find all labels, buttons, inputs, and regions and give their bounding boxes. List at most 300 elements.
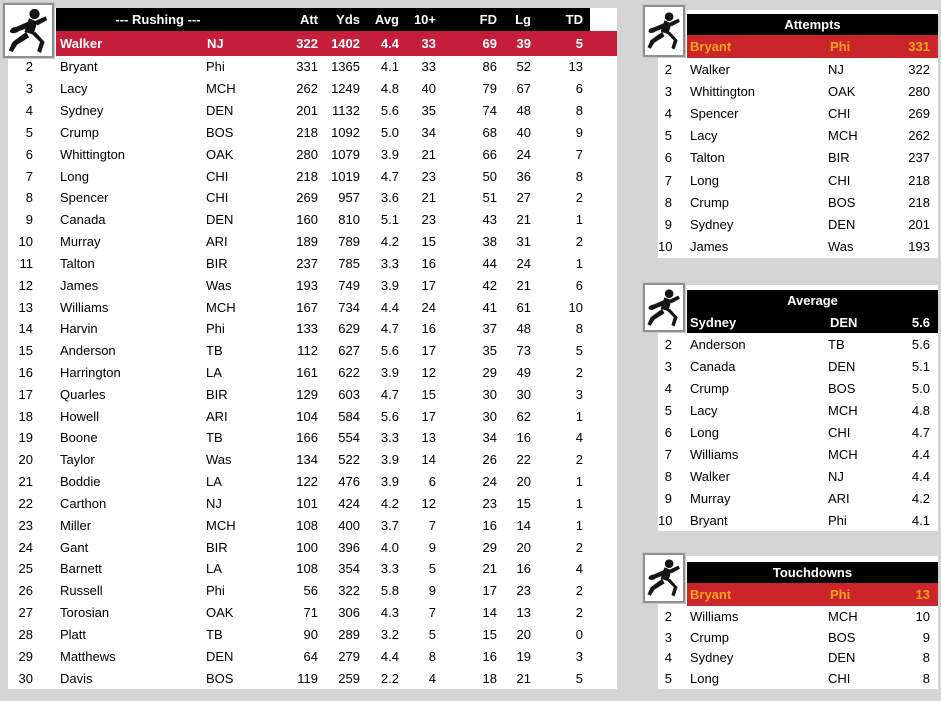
table-row[interactable] xyxy=(658,399,938,421)
rank-cell: 7 xyxy=(25,168,33,184)
rank-cell: 14 xyxy=(18,321,33,337)
player-team: BOS xyxy=(828,380,856,396)
player-team: DEN xyxy=(206,103,234,119)
table-row[interactable] xyxy=(8,493,617,515)
table-row[interactable] xyxy=(8,340,617,362)
stat-lg: 40 xyxy=(516,124,531,140)
stat-lg: 27 xyxy=(516,190,531,206)
stat-fd: 50 xyxy=(482,168,497,184)
player-name: Davis xyxy=(60,670,93,686)
stat-avg: 3.7 xyxy=(380,517,399,533)
player-name: Whittington xyxy=(60,146,126,162)
runner-icon xyxy=(646,9,683,53)
runner-icon-button[interactable] xyxy=(643,283,685,332)
stat-fd: 68 xyxy=(482,124,497,140)
table-row[interactable] xyxy=(8,56,617,78)
stat-10plus: 34 xyxy=(421,124,436,140)
stat-value: 237 xyxy=(908,150,930,166)
column-header-avg[interactable]: Avg xyxy=(374,12,399,27)
stat-yds: 424 xyxy=(338,495,360,511)
table-row[interactable] xyxy=(658,668,938,689)
stat-att: 160 xyxy=(296,212,318,228)
stat-value: 5.1 xyxy=(911,358,930,374)
stat-10plus: 33 xyxy=(421,59,436,75)
stat-10plus: 7 xyxy=(428,605,436,621)
player-name: Anderson xyxy=(690,336,746,352)
stat-10plus: 33 xyxy=(421,36,436,51)
player-team: BIR xyxy=(206,255,228,271)
player-team: NJ xyxy=(206,495,222,511)
player-team: BOS xyxy=(828,629,856,645)
table-row[interactable] xyxy=(658,377,938,399)
stat-10plus: 7 xyxy=(428,517,436,533)
stat-avg: 4.3 xyxy=(380,605,399,621)
table-row[interactable] xyxy=(658,421,938,443)
table-row[interactable] xyxy=(8,471,617,493)
stat-avg: 4.8 xyxy=(380,81,399,97)
player-name: Russell xyxy=(60,583,103,599)
leader-row[interactable] xyxy=(687,311,938,333)
stat-fd: 30 xyxy=(482,386,497,402)
stat-lg: 62 xyxy=(516,408,531,424)
stat-yds: 1402 xyxy=(331,36,360,51)
rank-cell: 24 xyxy=(18,539,33,555)
table-row[interactable] xyxy=(8,514,617,536)
stat-td: 2 xyxy=(575,539,583,555)
side-table-rows xyxy=(658,58,938,258)
table-row[interactable] xyxy=(658,191,938,213)
rank-cell: 20 xyxy=(18,452,33,468)
column-header-att[interactable]: Att xyxy=(299,12,318,27)
stat-fd: 86 xyxy=(482,59,497,75)
stat-avg: 3.9 xyxy=(380,146,399,162)
runner-icon-button[interactable] xyxy=(643,5,685,57)
table-row[interactable] xyxy=(658,443,938,465)
table-row[interactable] xyxy=(658,627,938,648)
stat-td: 5 xyxy=(575,670,583,686)
stat-avg: 4.2 xyxy=(380,495,399,511)
stat-td: 8 xyxy=(575,321,583,337)
runner-icon-button[interactable] xyxy=(643,553,685,603)
stat-lg: 48 xyxy=(516,103,531,119)
player-name: Anderson xyxy=(60,343,116,359)
stat-lg: 21 xyxy=(516,212,531,228)
table-row[interactable] xyxy=(8,165,617,187)
rank-cell: 10 xyxy=(658,239,673,255)
rank-cell: 29 xyxy=(18,648,33,664)
stat-lg: 61 xyxy=(516,299,531,315)
rank-cell: 4 xyxy=(664,105,672,121)
stat-yds: 1365 xyxy=(331,59,360,75)
player-team: Phi xyxy=(830,587,851,602)
table-row[interactable] xyxy=(658,333,938,355)
stat-fd: 18 xyxy=(482,670,497,686)
player-name: Crump xyxy=(690,194,730,210)
rank-cell: 4 xyxy=(664,380,672,396)
stat-10plus: 17 xyxy=(421,343,436,359)
player-name: Lacy xyxy=(60,81,88,97)
leader-row[interactable] xyxy=(687,35,938,58)
stat-10plus: 13 xyxy=(421,430,436,446)
stat-td: 8 xyxy=(575,103,583,119)
stat-fd: 43 xyxy=(482,212,497,228)
stat-10plus: 16 xyxy=(421,255,436,271)
stat-yds: 554 xyxy=(338,430,360,446)
stat-att: 64 xyxy=(303,648,318,664)
stat-td: 1 xyxy=(575,474,583,490)
stat-avg: 4.2 xyxy=(380,234,399,250)
table-row[interactable] xyxy=(658,648,938,669)
player-team: DEN xyxy=(828,650,856,666)
player-team: ARI xyxy=(206,408,228,424)
player-team: MCH xyxy=(828,128,858,144)
stat-avg: 3.9 xyxy=(380,474,399,490)
stat-avg: 5.8 xyxy=(380,583,399,599)
column-header-10plus[interactable]: 10+ xyxy=(413,12,436,27)
stat-value: 10 xyxy=(915,608,930,624)
stat-yds: 785 xyxy=(338,255,360,271)
rank-cell: 3 xyxy=(664,629,672,645)
player-name: Lacy xyxy=(690,128,718,144)
stat-td: 5 xyxy=(575,36,583,51)
rank-cell: 9 xyxy=(25,212,33,228)
player-team: Phi xyxy=(206,583,225,599)
rank-cell: 7 xyxy=(664,446,672,462)
rank-cell: 30 xyxy=(18,670,33,686)
stat-att: 280 xyxy=(296,146,318,162)
stat-value: 13 xyxy=(915,587,930,602)
player-name: Murray xyxy=(690,490,731,506)
table-row[interactable] xyxy=(8,209,617,231)
player-name: Howell xyxy=(60,408,100,424)
rank-cell: 4 xyxy=(664,650,672,666)
table-row[interactable] xyxy=(8,252,617,274)
stat-10plus: 23 xyxy=(421,212,436,228)
table-row[interactable] xyxy=(8,318,617,340)
stat-yds: 279 xyxy=(338,648,360,664)
stat-att: 56 xyxy=(303,583,318,599)
table-row[interactable] xyxy=(8,231,617,253)
rank-cell: 7 xyxy=(664,172,672,188)
stat-value: 262 xyxy=(908,128,930,144)
player-team: CHI xyxy=(206,168,229,184)
stat-value: 331 xyxy=(908,39,930,54)
stat-avg: 4.7 xyxy=(380,386,399,402)
player-team: OAK xyxy=(206,605,234,621)
stat-fd: 30 xyxy=(482,408,497,424)
table-row[interactable] xyxy=(8,427,617,449)
stat-10plus: 6 xyxy=(428,474,436,490)
rank-cell: 6 xyxy=(664,424,672,440)
stat-yds: 1092 xyxy=(331,124,360,140)
player-team: MCH xyxy=(828,402,858,418)
leader-row[interactable] xyxy=(687,583,938,606)
side-table-title: Touchdowns xyxy=(772,565,853,580)
stat-lg: 52 xyxy=(516,59,531,75)
table-row[interactable] xyxy=(8,100,617,122)
stat-fd: 16 xyxy=(482,517,497,533)
player-name: Williams xyxy=(60,299,109,315)
side-table-average xyxy=(658,285,938,531)
stat-avg: 5.1 xyxy=(380,212,399,228)
stat-yds: 789 xyxy=(338,234,360,250)
table-row[interactable] xyxy=(8,78,617,100)
stat-td: 2 xyxy=(575,234,583,250)
stat-fd: 26 xyxy=(482,452,497,468)
stat-att: 122 xyxy=(296,474,318,490)
column-header-fd[interactable]: FD xyxy=(479,12,497,27)
table-row[interactable] xyxy=(8,274,617,296)
stat-10plus: 5 xyxy=(428,561,436,577)
stat-avg: 3.3 xyxy=(380,255,399,271)
table-row[interactable] xyxy=(658,487,938,509)
stat-fd: 69 xyxy=(482,36,497,51)
stat-avg: 3.9 xyxy=(380,277,399,293)
stat-yds: 522 xyxy=(338,452,360,468)
rank-cell: 3 xyxy=(25,81,33,97)
stat-value: 5.6 xyxy=(911,314,930,330)
stat-yds: 1132 xyxy=(332,103,360,119)
stat-td: 8 xyxy=(575,168,583,184)
rank-cell: 26 xyxy=(18,583,33,599)
player-name: Long xyxy=(690,424,719,440)
player-name: Whittington xyxy=(690,83,756,99)
table-row[interactable] xyxy=(658,58,938,80)
stat-yds: 354 xyxy=(338,561,360,577)
rank-cell: 3 xyxy=(664,358,672,374)
player-team: TB xyxy=(828,336,845,352)
stat-yds: 810 xyxy=(338,212,360,228)
stat-avg: 5.0 xyxy=(380,124,399,140)
stat-td: 0 xyxy=(575,626,583,642)
stat-lg: 73 xyxy=(516,343,531,359)
player-team: TB xyxy=(206,430,223,446)
stat-value: 4.4 xyxy=(911,468,930,484)
stat-avg: 5.6 xyxy=(380,103,399,119)
stat-avg: 3.3 xyxy=(380,561,399,577)
stat-att: 134 xyxy=(296,452,318,468)
rank-cell: 11 xyxy=(19,255,33,271)
stat-value: 193 xyxy=(908,239,930,255)
table-row[interactable] xyxy=(658,509,938,531)
stat-td: 7 xyxy=(575,146,583,162)
stat-fd: 66 xyxy=(482,146,497,162)
player-team: MCH xyxy=(828,608,858,624)
table-row[interactable] xyxy=(8,383,617,405)
stat-td: 1 xyxy=(575,495,583,511)
player-team: MCH xyxy=(828,446,858,462)
stat-avg: 3.9 xyxy=(380,452,399,468)
player-name: Crump xyxy=(690,380,730,396)
stat-value: 4.4 xyxy=(911,446,930,462)
stat-value: 201 xyxy=(908,216,930,232)
side-table-attempts xyxy=(658,10,938,258)
table-row[interactable] xyxy=(658,102,938,124)
stat-lg: 36 xyxy=(516,168,531,184)
table-row[interactable] xyxy=(8,449,617,471)
stat-10plus: 40 xyxy=(421,81,436,97)
player-team: CHI xyxy=(828,424,851,440)
player-name: Canada xyxy=(60,212,106,228)
stat-lg: 20 xyxy=(516,626,531,642)
stat-value: 5.0 xyxy=(911,380,930,396)
player-name: Sydney xyxy=(690,314,737,330)
player-team: ARI xyxy=(828,490,850,506)
stat-value: 4.8 xyxy=(911,402,930,418)
stat-td: 3 xyxy=(575,386,583,402)
stat-10plus: 9 xyxy=(428,583,436,599)
player-team: MCH xyxy=(206,517,236,533)
stat-fd: 74 xyxy=(482,103,497,119)
stat-td: 6 xyxy=(575,277,583,293)
stat-lg: 22 xyxy=(516,452,531,468)
player-team: NJ xyxy=(828,468,844,484)
stat-att: 71 xyxy=(303,605,318,621)
stat-avg: 4.7 xyxy=(380,168,399,184)
table-row[interactable] xyxy=(658,213,938,235)
table-row[interactable] xyxy=(658,125,938,147)
stat-yds: 603 xyxy=(338,386,360,402)
rank-cell: 2 xyxy=(664,608,672,624)
stat-att: 129 xyxy=(296,386,318,402)
stat-td: 10 xyxy=(568,299,583,315)
stat-yds: 289 xyxy=(338,626,360,642)
stat-lg: 24 xyxy=(516,255,531,271)
stat-att: 189 xyxy=(296,234,318,250)
stat-avg: 3.3 xyxy=(380,430,399,446)
table-row[interactable] xyxy=(658,606,938,627)
column-header-td[interactable]: TD xyxy=(565,12,583,27)
stat-att: 218 xyxy=(296,168,318,184)
leader-row[interactable] xyxy=(56,31,617,56)
stat-att: 90 xyxy=(303,626,318,642)
stat-10plus: 24 xyxy=(421,299,436,315)
player-team: DEN xyxy=(206,212,234,228)
rushing-rows xyxy=(8,56,617,689)
player-team: CHI xyxy=(206,190,229,206)
column-header-yds[interactable]: Yds xyxy=(336,12,360,27)
player-name: Quarles xyxy=(60,386,106,402)
stat-lg: 24 xyxy=(516,146,531,162)
table-row[interactable] xyxy=(8,121,617,143)
rank-cell: 25 xyxy=(18,561,33,577)
stat-avg: 3.9 xyxy=(380,365,399,380)
table-row[interactable] xyxy=(658,236,938,258)
player-team: BOS xyxy=(828,194,856,210)
player-name: Bryant xyxy=(690,587,732,602)
player-name: James xyxy=(60,277,99,293)
stat-avg: 3.2 xyxy=(380,626,399,642)
stat-avg: 4.7 xyxy=(380,321,399,337)
rank-cell: 21 xyxy=(18,474,33,490)
player-name: Walker xyxy=(690,61,730,77)
stat-value: 218 xyxy=(908,172,930,188)
stat-yds: 1249 xyxy=(331,81,360,97)
stat-att: 269 xyxy=(296,190,318,206)
player-team: BOS xyxy=(206,124,234,140)
stat-fd: 15 xyxy=(482,626,497,642)
side-table-header xyxy=(687,14,938,35)
player-name: Talton xyxy=(690,150,725,166)
stat-lg: 14 xyxy=(516,517,531,533)
stat-lg: 16 xyxy=(516,561,531,577)
column-header-lg[interactable]: Lg xyxy=(515,12,531,27)
player-team: DEN xyxy=(206,648,234,664)
stat-att: 331 xyxy=(296,59,318,75)
stat-td: 6 xyxy=(575,81,583,97)
table-row[interactable] xyxy=(8,143,617,165)
stat-att: 262 xyxy=(296,81,318,97)
table-row[interactable] xyxy=(8,362,617,384)
player-team: Was xyxy=(828,239,854,255)
table-row[interactable] xyxy=(658,80,938,102)
table-row[interactable] xyxy=(8,296,617,318)
stat-att: 201 xyxy=(296,103,318,119)
stat-att: 166 xyxy=(296,430,318,446)
player-team: Was xyxy=(206,452,232,468)
stat-att: 119 xyxy=(297,670,318,686)
stat-value: 4.2 xyxy=(911,490,930,506)
runner-icon xyxy=(646,557,683,599)
stat-10plus: 16 xyxy=(421,321,436,337)
table-row[interactable] xyxy=(658,465,938,487)
table-row[interactable] xyxy=(8,187,617,209)
rank-cell: 9 xyxy=(664,490,672,506)
table-row[interactable] xyxy=(8,580,617,602)
stat-td: 13 xyxy=(568,59,583,75)
side-table-rows xyxy=(658,333,938,531)
player-name: Spencer xyxy=(60,190,109,206)
table-row[interactable] xyxy=(658,147,938,169)
player-team: Phi xyxy=(828,512,847,528)
table-row[interactable] xyxy=(8,405,617,427)
stat-yds: 622 xyxy=(338,365,360,380)
table-row[interactable] xyxy=(8,602,617,624)
rank-cell: 4 xyxy=(25,103,33,119)
stat-avg: 4.1 xyxy=(380,59,399,75)
runner-icon-button[interactable] xyxy=(3,3,54,58)
table-row[interactable] xyxy=(8,624,617,646)
table-row[interactable] xyxy=(8,667,617,689)
table-row[interactable] xyxy=(8,558,617,580)
stat-lg: 67 xyxy=(516,81,531,97)
stat-10plus: 4 xyxy=(428,670,436,686)
player-name: Long xyxy=(60,168,89,184)
table-row[interactable] xyxy=(658,355,938,377)
rank-cell: 18 xyxy=(18,408,33,424)
table-row[interactable] xyxy=(8,536,617,558)
stat-fd: 44 xyxy=(482,255,497,271)
rushing-table xyxy=(8,8,617,689)
stat-yds: 306 xyxy=(338,605,360,621)
rank-cell: 22 xyxy=(18,495,33,511)
stat-fd: 29 xyxy=(482,365,497,380)
player-team: OAK xyxy=(206,146,234,162)
stat-td: 2 xyxy=(575,452,583,468)
table-row[interactable] xyxy=(8,645,617,667)
player-name: Crump xyxy=(60,124,100,140)
stat-att: 167 xyxy=(296,299,318,315)
player-team: DEN xyxy=(828,358,856,374)
rank-cell: 5 xyxy=(664,671,672,687)
rank-cell: 10 xyxy=(658,512,673,528)
rank-cell: 28 xyxy=(18,626,33,642)
stat-fd: 38 xyxy=(482,234,497,250)
player-name: Bryant xyxy=(690,512,728,528)
stat-10plus: 15 xyxy=(421,386,436,402)
stat-yds: 400 xyxy=(338,517,360,533)
table-row[interactable] xyxy=(658,169,938,191)
